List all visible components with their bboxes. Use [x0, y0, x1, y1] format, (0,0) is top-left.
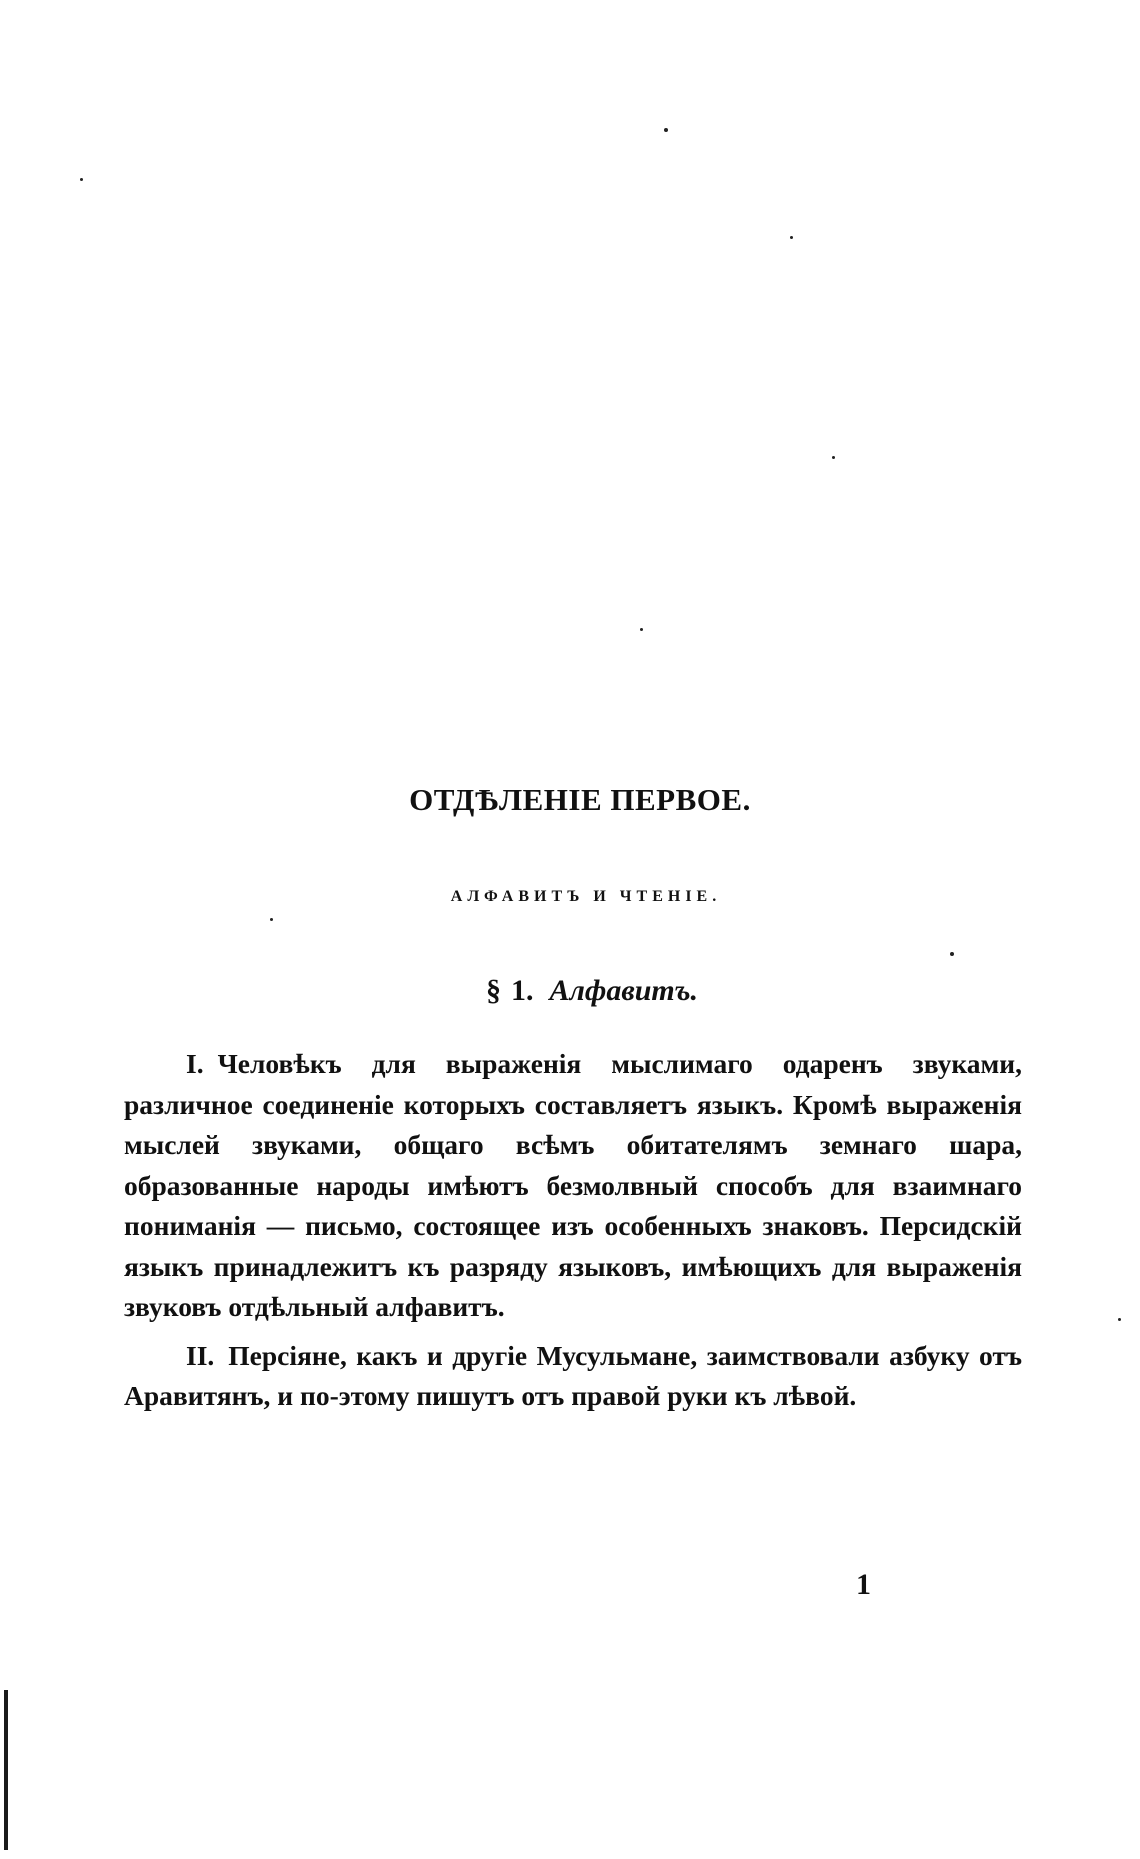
paragraph-name: Алфавитъ.: [549, 974, 699, 1007]
body-text: [124, 1044, 1022, 1425]
print-speck: [832, 456, 835, 459]
binding-edge-shadow: [4, 1690, 8, 1850]
paragraph-number: 1.: [510, 974, 534, 1007]
print-speck: [270, 918, 273, 921]
print-speck: [80, 178, 83, 181]
print-speck: [790, 236, 793, 239]
paragraph-1: [124, 1044, 1022, 1328]
print-speck: [664, 128, 668, 132]
section-heading: АЛФАВИТЪ И ЧТЕНІЕ.: [450, 888, 722, 905]
paragraph-marker: I.: [186, 1048, 204, 1079]
paragraph-text: Персіяне, какъ и другіе Мусульмане, заимствовали азбуку отъ Аравитянъ, и по-этому пишутъ отъ правой руки къ лѣвой.: [124, 1339, 1022, 1411]
print-speck: [950, 952, 954, 956]
paragraph-heading: [0, 974, 1140, 1008]
section-sign: §: [485, 974, 501, 1007]
page-number: 1: [856, 1568, 871, 1601]
paragraph-2: [124, 1336, 1022, 1417]
chapter-title: ОТДѢЛЕНІЕ ПЕРВОЕ.: [409, 782, 751, 817]
print-speck: [1118, 1318, 1121, 1321]
print-speck: [640, 628, 643, 631]
paragraph-marker: II.: [186, 1339, 215, 1371]
paragraph-text: Человѣкъ для выраженія мыслимаго одаренъ звуками, различное соединеніе которыхъ составляетъ языкъ. Кромѣ выраженія мыслей звуками, общаго всѣмъ обитателямъ земнаго шара, образованные народы имѣютъ безмолвный способъ для взаимнаго пониманія — письмо, состоящее изъ особенныхъ знаковъ. Персидскій языкъ принадлежитъ къ разряду языковъ, имѣющихъ для выраженія звуковъ отдѣльный алфавитъ.: [124, 1048, 1022, 1322]
